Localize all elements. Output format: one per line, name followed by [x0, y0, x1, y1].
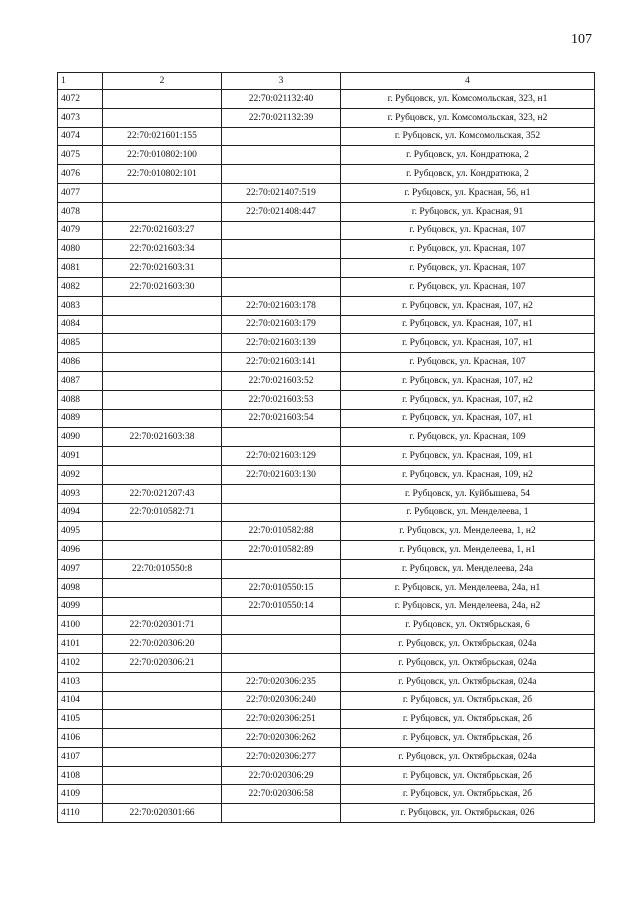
table-row — [58, 390, 595, 409]
address-cell: г. Рубцовск, ул. Красная, 107 — [341, 240, 595, 259]
cadastral-number-alt-cell: 22:70:021408:447 — [222, 202, 341, 221]
table-row — [58, 578, 595, 597]
address-cell: г. Рубцовск, ул. Красная, 56, н1 — [341, 183, 595, 202]
address-cell: г. Рубцовск, ул. Октябрьская, 2б — [341, 710, 595, 729]
row-number-cell: 4091 — [58, 447, 103, 466]
cadastral-number-alt-cell — [222, 635, 341, 654]
table-row — [58, 804, 595, 823]
row-number-cell: 4098 — [58, 578, 103, 597]
address-cell: г. Рубцовск, ул. Менделеева, 1, н1 — [341, 541, 595, 560]
address-cell: г. Рубцовск, ул. Красная, 109, н1 — [341, 447, 595, 466]
address-cell: г. Рубцовск, ул. Октябрьская, 2б — [341, 766, 595, 785]
cadastral-number-alt-cell: 22:70:021603:139 — [222, 334, 341, 353]
cadastral-number-alt-cell — [222, 146, 341, 165]
address-cell: г. Рубцовск, ул. Октябрьская, 024а — [341, 672, 595, 691]
row-number-cell: 4074 — [58, 127, 103, 146]
cadastral-number-cell — [103, 334, 222, 353]
cadastral-number-cell — [103, 729, 222, 748]
cadastral-number-alt-cell: 22:70:020306:277 — [222, 747, 341, 766]
row-number-cell: 4077 — [58, 183, 103, 202]
row-number-cell: 4097 — [58, 559, 103, 578]
table-body — [58, 73, 595, 823]
table-row — [58, 766, 595, 785]
cadastral-number-cell: 22:70:021603:30 — [103, 277, 222, 296]
row-number-cell: 4087 — [58, 371, 103, 390]
address-cell: г. Рубцовск, ул. Менделеева, 24а — [341, 559, 595, 578]
address-cell: г. Рубцовск, ул. Красная, 107, н2 — [341, 371, 595, 390]
address-cell: г. Рубцовск, ул. Красная, 107, н1 — [341, 409, 595, 428]
row-number-cell: 4079 — [58, 221, 103, 240]
table-row — [58, 409, 595, 428]
cadastral-number-alt-cell: 22:70:021132:40 — [222, 90, 341, 109]
cadastral-number-cell: 22:70:021603:34 — [103, 240, 222, 259]
row-number-cell: 4078 — [58, 202, 103, 221]
cadastral-number-cell — [103, 409, 222, 428]
cadastral-number-cell — [103, 108, 222, 127]
table-row — [58, 672, 595, 691]
table-row — [58, 616, 595, 635]
row-number-cell: 4100 — [58, 616, 103, 635]
row-number-cell: 4081 — [58, 259, 103, 278]
row-number-cell: 4104 — [58, 691, 103, 710]
table-row — [58, 371, 595, 390]
table-row — [58, 484, 595, 503]
table-row — [58, 653, 595, 672]
address-cell: г. Рубцовск, ул. Менделеева, 24а, н2 — [341, 597, 595, 616]
row-number-cell: 4099 — [58, 597, 103, 616]
cadastral-number-alt-cell: 22:70:010550:15 — [222, 578, 341, 597]
table-row — [58, 183, 595, 202]
row-number-cell: 4082 — [58, 277, 103, 296]
table-row — [58, 315, 595, 334]
cadastral-number-cell — [103, 183, 222, 202]
row-number-cell: 4072 — [58, 90, 103, 109]
table-row — [58, 240, 595, 259]
table-row — [58, 541, 595, 560]
address-cell: г. Рубцовск, ул. Красная, 91 — [341, 202, 595, 221]
cadastral-number-cell — [103, 578, 222, 597]
table-header-row — [58, 73, 595, 90]
address-cell: г. Рубцовск, ул. Красная, 107, н1 — [341, 334, 595, 353]
address-cell: г. Рубцовск, ул. Октябрьская, 2б — [341, 729, 595, 748]
cadastral-number-cell: 22:70:020306:21 — [103, 653, 222, 672]
address-cell: г. Рубцовск, ул. Октябрьская, 2б — [341, 691, 595, 710]
table-row — [58, 90, 595, 109]
cadastral-number-alt-cell: 22:70:021603:129 — [222, 447, 341, 466]
row-number-cell: 4080 — [58, 240, 103, 259]
address-cell: г. Рубцовск, ул. Менделеева, 1 — [341, 503, 595, 522]
table-row — [58, 710, 595, 729]
cadastral-number-cell: 22:70:020301:66 — [103, 804, 222, 823]
cadastral-number-alt-cell: 22:70:021603:178 — [222, 296, 341, 315]
cadastral-number-alt-cell: 22:70:020306:58 — [222, 785, 341, 804]
cadastral-number-alt-cell: 22:70:021603:54 — [222, 409, 341, 428]
header-col-3: 3 — [222, 73, 341, 90]
cadastral-number-alt-cell — [222, 127, 341, 146]
row-number-cell: 4101 — [58, 635, 103, 654]
address-cell: г. Рубцовск, ул. Красная, 109 — [341, 428, 595, 447]
table-row — [58, 747, 595, 766]
cadastral-number-alt-cell: 22:70:021132:39 — [222, 108, 341, 127]
cadastral-number-alt-cell: 22:70:021407:519 — [222, 183, 341, 202]
header-col-2: 2 — [103, 73, 222, 90]
table-row — [58, 447, 595, 466]
cadastral-number-alt-cell: 22:70:020306:251 — [222, 710, 341, 729]
cadastral-number-alt-cell — [222, 559, 341, 578]
address-cell: г. Рубцовск, ул. Комсомольская, 323, н2 — [341, 108, 595, 127]
cadastral-number-cell: 22:70:021603:38 — [103, 428, 222, 447]
row-number-cell: 4107 — [58, 747, 103, 766]
table-row — [58, 334, 595, 353]
cadastral-number-alt-cell: 22:70:010582:89 — [222, 541, 341, 560]
cadastral-number-alt-cell — [222, 277, 341, 296]
cadastral-number-cell: 22:70:010550:8 — [103, 559, 222, 578]
address-cell: г. Рубцовск, ул. Красная, 107, н2 — [341, 296, 595, 315]
cadastral-number-cell — [103, 785, 222, 804]
cadastral-number-cell: 22:70:010802:100 — [103, 146, 222, 165]
table-row — [58, 522, 595, 541]
cadastral-number-cell — [103, 710, 222, 729]
cadastral-number-cell — [103, 691, 222, 710]
row-number-cell: 4094 — [58, 503, 103, 522]
address-cell: г. Рубцовск, ул. Куйбышева, 54 — [341, 484, 595, 503]
cadastral-number-cell — [103, 465, 222, 484]
cadastral-number-cell: 22:70:010802:101 — [103, 165, 222, 184]
table-row — [58, 259, 595, 278]
table-row — [58, 785, 595, 804]
cadastral-number-alt-cell: 22:70:020306:240 — [222, 691, 341, 710]
cadastral-number-alt-cell — [222, 804, 341, 823]
row-number-cell: 4103 — [58, 672, 103, 691]
registry-table — [57, 72, 595, 823]
cadastral-number-alt-cell — [222, 484, 341, 503]
row-number-cell: 4092 — [58, 465, 103, 484]
row-number-cell: 4109 — [58, 785, 103, 804]
cadastral-number-cell — [103, 315, 222, 334]
row-number-cell: 4106 — [58, 729, 103, 748]
table-row — [58, 465, 595, 484]
cadastral-number-cell — [103, 522, 222, 541]
address-cell: г. Рубцовск, ул. Комсомольская, 352 — [341, 127, 595, 146]
cadastral-number-cell: 22:70:021603:31 — [103, 259, 222, 278]
cadastral-number-alt-cell — [222, 240, 341, 259]
row-number-cell: 4085 — [58, 334, 103, 353]
page-number: 107 — [571, 32, 592, 47]
row-number-cell: 4096 — [58, 541, 103, 560]
address-cell: г. Рубцовск, ул. Красная, 107 — [341, 277, 595, 296]
table-row — [58, 202, 595, 221]
table-row — [58, 559, 595, 578]
address-cell: г. Рубцовск, ул. Октябрьская, 024а — [341, 635, 595, 654]
cadastral-number-alt-cell — [222, 165, 341, 184]
row-number-cell: 4095 — [58, 522, 103, 541]
cadastral-number-alt-cell — [222, 653, 341, 672]
cadastral-number-alt-cell: 22:70:021603:130 — [222, 465, 341, 484]
cadastral-number-cell — [103, 541, 222, 560]
cadastral-number-alt-cell: 22:70:010550:14 — [222, 597, 341, 616]
address-cell: г. Рубцовск, ул. Менделеева, 1, н2 — [341, 522, 595, 541]
cadastral-number-alt-cell: 22:70:020306:262 — [222, 729, 341, 748]
cadastral-number-alt-cell — [222, 259, 341, 278]
address-cell: г. Рубцовск, ул. Красная, 107 — [341, 259, 595, 278]
row-number-cell: 4076 — [58, 165, 103, 184]
address-cell: г. Рубцовск, ул. Красная, 107 — [341, 353, 595, 372]
address-cell: г. Рубцовск, ул. Октябрьская, 024а — [341, 653, 595, 672]
cadastral-number-alt-cell: 22:70:010582:88 — [222, 522, 341, 541]
row-number-cell: 4108 — [58, 766, 103, 785]
cadastral-number-cell: 22:70:021207:43 — [103, 484, 222, 503]
cadastral-number-alt-cell: 22:70:020306:235 — [222, 672, 341, 691]
table-row — [58, 165, 595, 184]
table-row — [58, 428, 595, 447]
row-number-cell: 4089 — [58, 409, 103, 428]
table-row — [58, 127, 595, 146]
table-row — [58, 597, 595, 616]
table-row — [58, 353, 595, 372]
cadastral-number-cell — [103, 747, 222, 766]
table-row — [58, 146, 595, 165]
table-row — [58, 277, 595, 296]
header-col-1: 1 — [58, 73, 103, 90]
address-cell: г. Рубцовск, ул. Кондратюка, 2 — [341, 146, 595, 165]
cadastral-number-cell — [103, 766, 222, 785]
cadastral-number-cell: 22:70:010582:71 — [103, 503, 222, 522]
cadastral-number-cell: 22:70:021603:27 — [103, 221, 222, 240]
row-number-cell: 4105 — [58, 710, 103, 729]
cadastral-number-alt-cell: 22:70:021603:52 — [222, 371, 341, 390]
row-number-cell: 4102 — [58, 653, 103, 672]
address-cell: г. Рубцовск, ул. Красная, 107 — [341, 221, 595, 240]
address-cell: г. Рубцовск, ул. Октябрьская, 026 — [341, 804, 595, 823]
row-number-cell: 4110 — [58, 804, 103, 823]
address-cell: г. Рубцовск, ул. Октябрьская, 2б — [341, 785, 595, 804]
cadastral-number-cell — [103, 390, 222, 409]
address-cell: г. Рубцовск, ул. Красная, 109, н2 — [341, 465, 595, 484]
cadastral-number-cell — [103, 90, 222, 109]
address-cell: г. Рубцовск, ул. Кондратюка, 2 — [341, 165, 595, 184]
cadastral-number-alt-cell — [222, 616, 341, 635]
cadastral-number-alt-cell: 22:70:020306:29 — [222, 766, 341, 785]
cadastral-number-alt-cell: 22:70:021603:179 — [222, 315, 341, 334]
row-number-cell: 4084 — [58, 315, 103, 334]
address-cell: г. Рубцовск, ул. Менделеева, 24а, н1 — [341, 578, 595, 597]
cadastral-number-cell — [103, 202, 222, 221]
cadastral-number-cell — [103, 672, 222, 691]
table-row — [58, 691, 595, 710]
cadastral-number-cell — [103, 371, 222, 390]
cadastral-number-cell — [103, 296, 222, 315]
cadastral-number-alt-cell — [222, 503, 341, 522]
row-number-cell: 4075 — [58, 146, 103, 165]
address-cell: г. Рубцовск, ул. Октябрьская, 024а — [341, 747, 595, 766]
cadastral-number-cell — [103, 597, 222, 616]
table-row — [58, 108, 595, 127]
address-cell: г. Рубцовск, ул. Красная, 107, н1 — [341, 315, 595, 334]
address-cell: г. Рубцовск, ул. Комсомольская, 323, н1 — [341, 90, 595, 109]
cadastral-number-cell — [103, 353, 222, 372]
cadastral-number-alt-cell: 22:70:021603:141 — [222, 353, 341, 372]
row-number-cell: 4088 — [58, 390, 103, 409]
table-row — [58, 635, 595, 654]
cadastral-number-cell: 22:70:020301:71 — [103, 616, 222, 635]
address-cell: г. Рубцовск, ул. Красная, 107, н2 — [341, 390, 595, 409]
cadastral-number-cell: 22:70:021601:155 — [103, 127, 222, 146]
cadastral-number-alt-cell — [222, 221, 341, 240]
table-row — [58, 729, 595, 748]
table-row — [58, 221, 595, 240]
table-row — [58, 503, 595, 522]
row-number-cell: 4073 — [58, 108, 103, 127]
row-number-cell: 4093 — [58, 484, 103, 503]
row-number-cell: 4083 — [58, 296, 103, 315]
cadastral-number-alt-cell — [222, 428, 341, 447]
cadastral-number-cell — [103, 447, 222, 466]
row-number-cell: 4090 — [58, 428, 103, 447]
cadastral-number-cell: 22:70:020306:20 — [103, 635, 222, 654]
header-col-4: 4 — [341, 73, 595, 90]
address-cell: г. Рубцовск, ул. Октябрьская, 6 — [341, 616, 595, 635]
row-number-cell: 4086 — [58, 353, 103, 372]
table-row — [58, 296, 595, 315]
cadastral-number-alt-cell: 22:70:021603:53 — [222, 390, 341, 409]
